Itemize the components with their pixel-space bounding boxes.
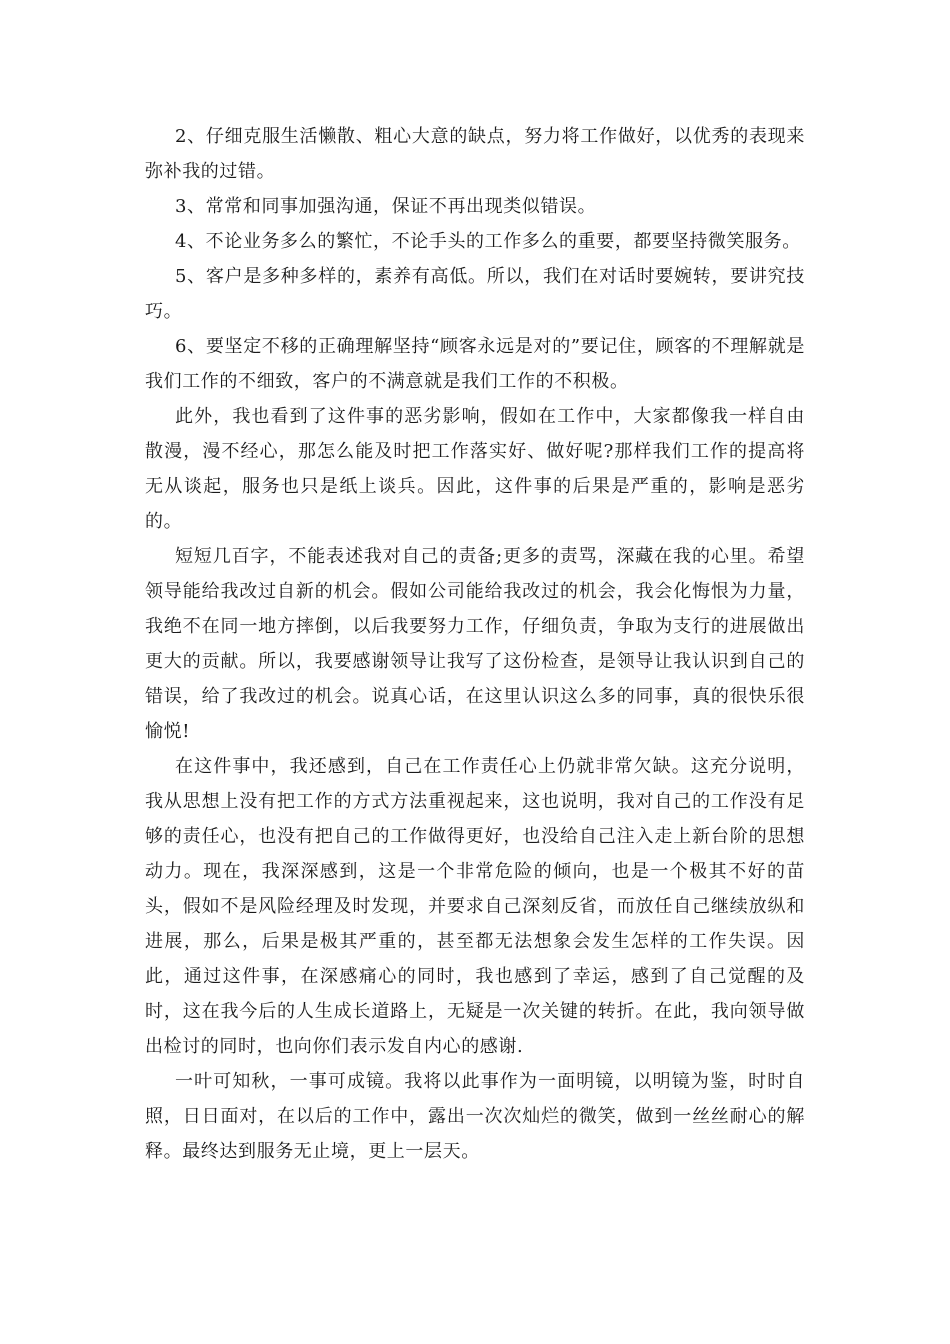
paragraph-item-3: 3、常常和同事加强沟通，保证不再出现类似错误。 — [175, 196, 597, 217]
paragraph-impact: 此外，我也看到了这件事的恶劣影响，假如在工作中，大家都像我一样自由散漫，漫不经心，那怎么能及时把工作落实好、做好呢?那样我们工作的提高将无从谈起，服务也只是纸上谈兵。因此，这件事的后果是严重的，影响是恶劣的。 — [145, 406, 805, 532]
paragraph-item-2: 2、仔细克服生活懒散、粗心大意的缺点，努力将工作做好，以优秀的表现来弥补我的过错。 — [145, 126, 805, 182]
paragraph-item-4: 4、不论业务多么的繁忙，不论手头的工作多么的重要，都要坚持微笑服务。 — [175, 231, 801, 252]
paragraph-item-5: 5、客户是多种多样的，素养有高低。所以，我们在对话时要婉转，要讲究技巧。 — [145, 266, 805, 322]
paragraph-item-6: 6、要坚定不移的正确理解坚持“顾客永远是对的”要记住，顾客的不理解就是我们工作的不细致，客户的不满意就是我们工作的不积极。 — [145, 336, 805, 392]
paragraph-conclusion: 一叶可知秋，一事可成镜。我将以此事作为一面明镜，以明镜为鉴，时时自照，日日面对，在以后的工作中，露出一次次灿烂的微笑，做到一丝丝耐心的解释。最终达到服务无止境，更上一层天。 — [145, 1071, 805, 1162]
paragraph-self-reproach: 短短几百字，不能表述我对自己的责备;更多的责骂，深藏在我的心里。希望领导能给我改过自新的机会。假如公司能给我改过的机会，我会化悔恨为力量，我绝不在同一地方摔倒，以后我要努力工作，仔细负责，争取为支行的进展做出更大的贡献。所以，我要感谢领导让我写了这份检查，是领导让我认识到自己的错误，给了我改过的机会。说真心话，在这里认识这么多的同事，真的很快乐很愉悦! — [145, 546, 805, 742]
document-body — [145, 119, 805, 1169]
paragraph-responsibility: 在这件事中，我还感到，自己在工作责任心上仍就非常欠缺。这充分说明，我从思想上没有把工作的方式方法重视起来，这也说明，我对自己的工作没有足够的责任心，也没有把自己的工作做得更好，也没给自己注入走上新台阶的思想动力。现在，我深深感到，这是一个非常危险的倾向，也是一个极其不好的苗头，假如不是风险经理及时发现，并要求自己深刻反省，而放任自己继续放纵和进展，那么，后果是极其严重的，甚至都无法想象会发生怎样的工作失误。因此，通过这件事，在深感痛心的同时，我也感到了幸运，感到了自己觉醒的及时，这在我今后的人生成长道路上，无疑是一次关键的转折。在此，我向领导做出检讨的同时，也向你们表示发自内心的感谢. — [145, 756, 805, 1057]
